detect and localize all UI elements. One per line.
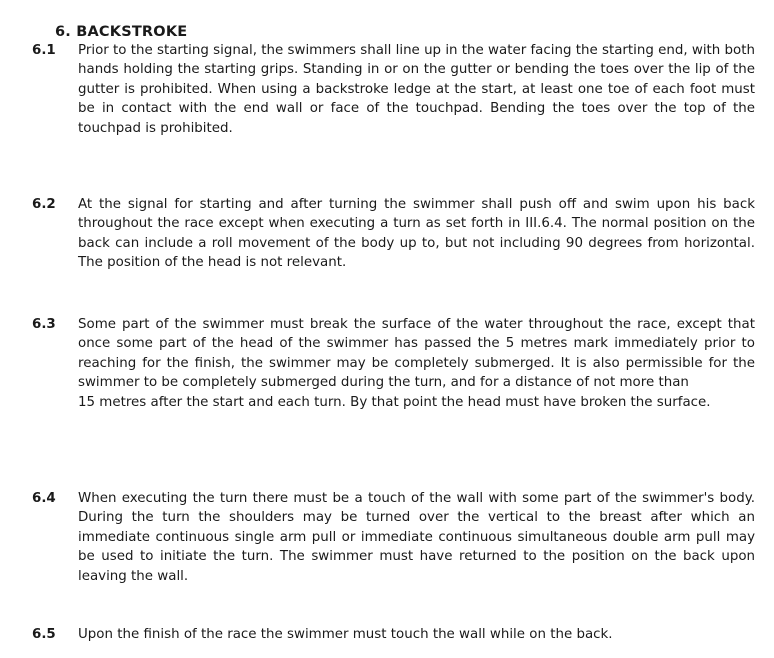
rule-number: 6.5 [32, 627, 56, 642]
rule-number: 6.3 [32, 317, 56, 332]
rule-text: Some part of the swimmer must break the surface of the water throughout the race, except that once some part of the head of the swimmer has passed the 5 metres mark immediately prior to reaching for the finish, the swimmer may be completely submerged. It is also permissible for the swimmer to be completely submerged during the turn, and for a distance of not more than [78, 317, 755, 391]
rule-number: 6.4 [32, 491, 56, 506]
rule-text: Prior to the starting signal, the swimmers shall line up in the water facing the starting end, with both hands holding the starting grips. Standing in or on the gutter or bending the toes over the lip of the gutter is prohibited. When using a backstroke ledge at the start, at least one toe of each foot must be in contact with the end wall or face of the touchpad. Bending the toes over the top of the touchpad is prohibited. [78, 43, 755, 136]
rule-text: At the signal for starting and after turning the swimmer shall push off and swim upon his back throughout the race except when executing a turn as set forth in III.6.4. The normal position on the back can include a roll movement of the body up to, but not including 90 degrees from horizontal. The position of the head is not relevant. [78, 197, 755, 271]
rule-number: 6.2 [32, 197, 56, 212]
rule-text: Upon the finish of the race the swimmer must touch the wall while on the back. [78, 627, 613, 642]
section-title: 6. BACKSTROKE [55, 24, 188, 40]
rule-text: When executing the turn there must be a touch of the wall with some part of the swimmer's body. During the turn the shoulders may be turned over the vertical to the breast after which an immediate continuous single arm pull or immediate continuous simultaneous double arm pull may be used to initiate the turn. The swimmer must have returned to the position on the back upon leaving the wall. [78, 491, 755, 584]
rule-text-continued: 15 metres after the start and each turn. By that point the head must have broken the surface. [78, 394, 711, 410]
rule-number: 6.1 [32, 43, 56, 58]
rule-text-block [78, 315, 755, 412]
